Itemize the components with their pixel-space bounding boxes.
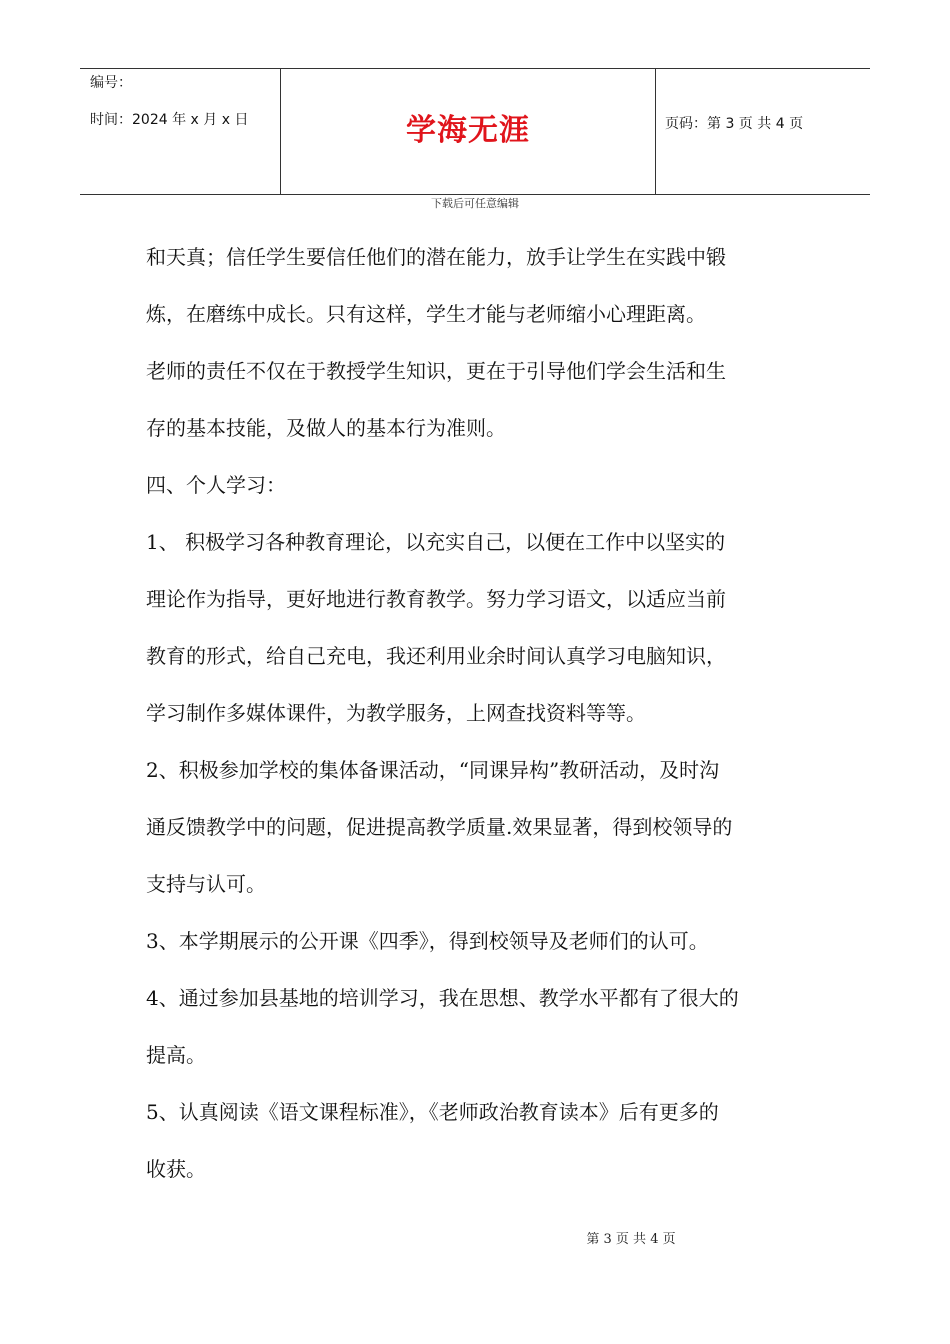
text-line: 和天真；信任学生要信任他们的潜在能力，放手让学生在实践中锻 — [146, 245, 726, 269]
page-footer: 第 3 页 共 4 页 — [586, 1232, 676, 1247]
text-line: 5、认真阅读《语文课程标准》，《老师政治教育读本》后有更多的 — [146, 1100, 719, 1124]
header-info-cell — [80, 69, 280, 194]
text-line: 教育的形式，给自己充电，我还利用业余时间认真学习电脑知识， — [146, 644, 726, 668]
document-body — [146, 232, 816, 1201]
section-heading: 四、个人学习： — [146, 473, 286, 497]
text-line: 3、本学期展示的公开课《四季》，得到校领导及老师们的认可。 — [146, 929, 709, 953]
text-line: 通反馈教学中的问题，促进提高教学质量.效果显著，得到校领导的 — [146, 815, 733, 839]
text-line: 支持与认可。 — [146, 872, 266, 896]
document-header — [80, 68, 870, 195]
header-brand-cell — [280, 69, 656, 194]
brand-title: 学海无涯 — [406, 113, 530, 148]
text-line: 提高。 — [146, 1043, 206, 1067]
header-page-cell — [655, 69, 870, 194]
text-line: 理论作为指导，更好地进行教育教学。努力学习语文，以适应当前 — [146, 587, 726, 611]
text-line: 学习制作多媒体课件，为教学服务，上网查找资料等等。 — [146, 701, 646, 725]
edit-note: 下载后可任意编辑 — [431, 197, 519, 210]
text-line: 2、积极参加学校的集体备课活动，“同课异构”教研活动，及时沟 — [146, 758, 720, 782]
header-page-number: 页码：第 3 页 共 4 页 — [665, 116, 804, 132]
text-line: 老师的责任不仅在于教授学生知识，更在于引导他们学会生活和生 — [146, 359, 726, 383]
text-line: 收获。 — [146, 1157, 206, 1181]
text-line: 炼，在磨练中成长。只有这样，学生才能与老师缩小心理距离。 — [146, 302, 706, 326]
document-date: 时间：2024 年 x 月 x 日 — [90, 112, 249, 128]
document-code-label: 编号： — [90, 75, 132, 91]
text-line: 1、 积极学习各种教育理论，以充实自己，以便在工作中以坚实的 — [146, 530, 726, 554]
text-line: 存的基本技能，及做人的基本行为准则。 — [146, 416, 506, 440]
text-line: 4、通过参加县基地的培训学习，我在思想、教学水平都有了很大的 — [146, 986, 739, 1010]
